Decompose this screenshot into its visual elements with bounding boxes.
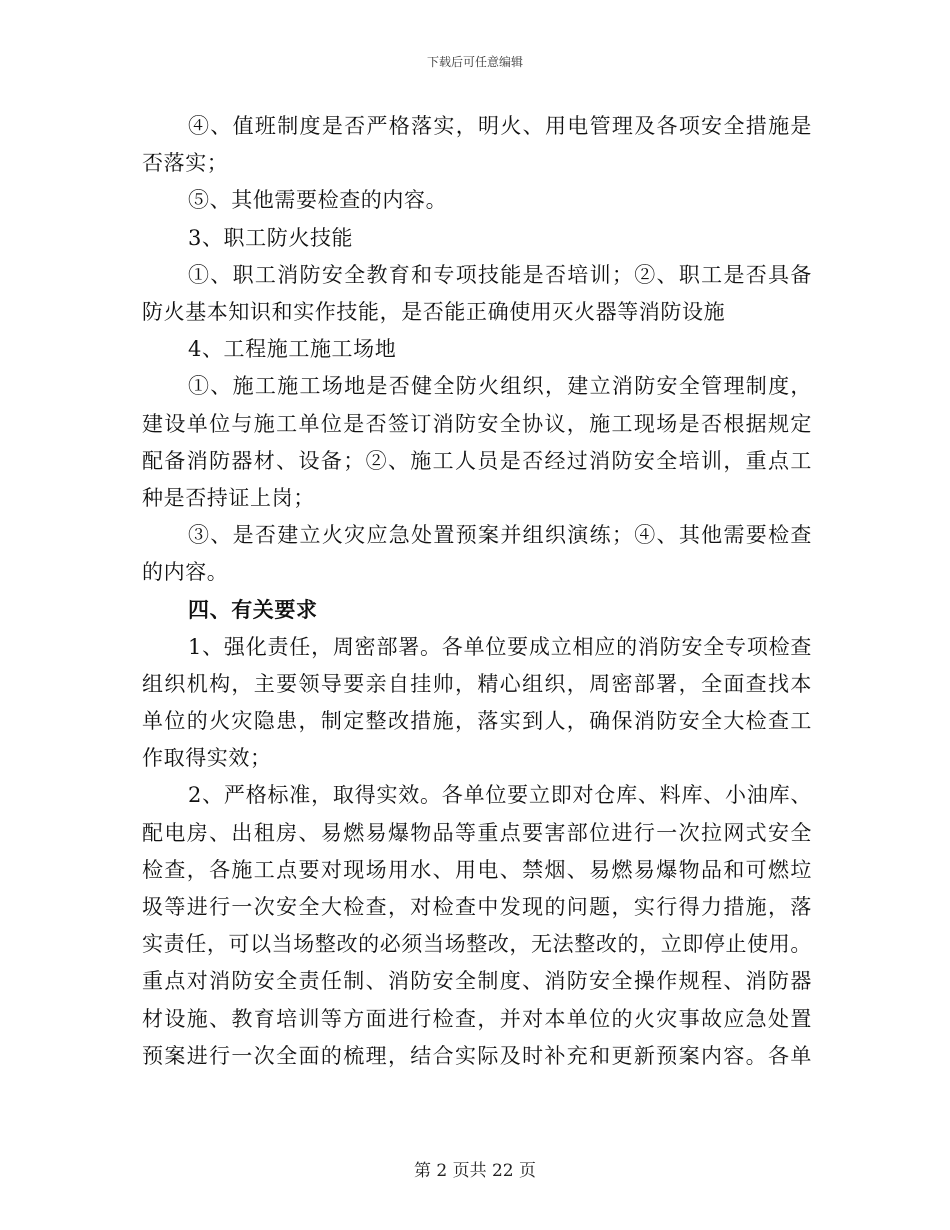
text-line: 组织机构，主要领导要亲自挂帅，精心组织，周密部署，全面查找本 — [142, 671, 812, 696]
text-line: 实责任，可以当场整改的必须当场整改，无法整改的，立即停止使用。 — [142, 932, 812, 957]
text-line: 防火基本知识和实作技能，是否能正确使用灭火器等消防设施 — [142, 299, 726, 324]
text-line: 圾等进行一次安全大检查，对检查中发现的问题，实行得力措施，落 — [142, 894, 812, 919]
text-line: 1、强化责任，周密部署。各单位要成立相应的消防安全专项检查 — [188, 634, 812, 659]
text-line: ④、值班制度是否严格落实，明火、用电管理及各项安全措施是 — [188, 114, 812, 138]
text-line: 建设单位与施工单位是否签订消防安全协议，施工现场是否根据规定 — [142, 411, 812, 436]
section-heading: 4、工程施工施工场地 — [188, 337, 397, 362]
text-line: ①、施工施工场地是否健全防火组织，建立消防安全管理制度， — [188, 374, 812, 399]
text-line: 重点对消防安全责任制、消防安全制度、消防安全操作规程、消防器 — [142, 969, 812, 994]
text-line: ⑤、其他需要检查的内容。 — [188, 188, 448, 213]
text-line: 配备消防器材、设备；②、施工人员是否经过消防安全培训，重点工 — [142, 448, 812, 473]
section-heading: 四、有关要求 — [188, 597, 318, 623]
text-line: 单位的火灾隐患，制定整改措施，落实到人，确保消防安全大检查工 — [142, 709, 812, 733]
document-body — [142, 108, 812, 1075]
page-header: 下载后可任意编辑 — [426, 55, 523, 69]
text-line: 的内容。 — [142, 560, 229, 585]
section-heading: 3、职工防火技能 — [188, 225, 354, 250]
text-line: 种是否持证上岗； — [142, 485, 315, 510]
page-footer: 第 2 页共 22 页 — [413, 1161, 537, 1181]
text-line: 预案进行一次全面的梳理，结合实际及时补充和更新预案内容。各单 — [142, 1043, 812, 1068]
text-line: 否落实； — [142, 151, 229, 176]
text-line: 2、严格标准，取得实效。各单位要立即对仓库、料库、小油库、 — [188, 783, 812, 808]
text-line: ①、职工消防安全教育和专项技能是否培训；②、职工是否具备 — [188, 262, 812, 287]
text-line: ③、是否建立火灾应急处置预案并组织演练；④、其他需要检查 — [188, 523, 812, 548]
text-line: 作取得实效； — [142, 746, 272, 771]
text-line: 材设施、教育培训等方面进行检查，并对本单位的火灾事故应急处置 — [142, 1006, 812, 1031]
text-line: 检查，各施工点要对现场用水、用电、禁烟、易燃易爆物品和可燃垃 — [142, 857, 812, 882]
text-line: 配电房、出租房、易燃易爆物品等重点要害部位进行一次拉网式安全 — [142, 820, 812, 845]
